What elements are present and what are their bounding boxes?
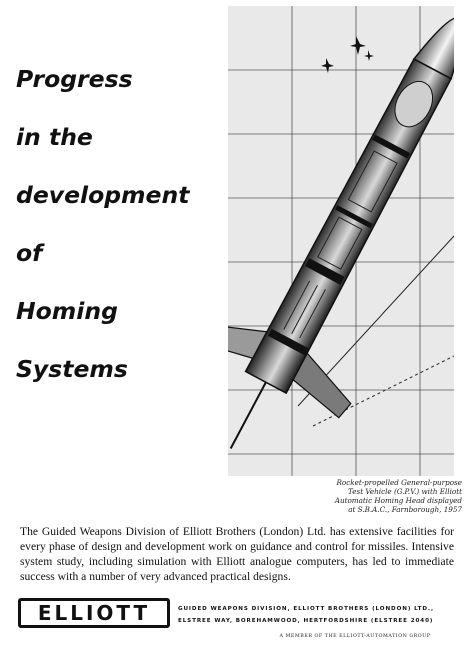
- headline-line: development: [16, 181, 190, 209]
- address-line: GUIDED WEAPONS DIVISION, ELLIOTT BROTHERS (LONDON) LTD.,: [178, 606, 434, 612]
- missile-illustration: [228, 6, 454, 476]
- caption-line: Automatic Homing Head displayed: [334, 496, 462, 505]
- logo-text: ELLIOTT: [37, 601, 151, 625]
- aircraft-silhouettes: [321, 36, 374, 73]
- address-line: ELSTREE WAY, BOREHAMWOOD, HERTFORDSHIRE (ELSTREE 2040): [178, 618, 434, 624]
- headline-line: Homing: [16, 297, 118, 325]
- missile-drawing: [228, 6, 454, 476]
- headline-line: in the: [16, 123, 93, 151]
- headline: [16, 50, 226, 398]
- company-address: [178, 603, 460, 627]
- illustration-caption: [312, 478, 462, 514]
- elliott-logo: [18, 598, 170, 628]
- caption-line: Rocket-propelled General-purpose: [336, 478, 462, 487]
- caption-line: Test Vehicle (G.P.V.) with Elliott: [348, 487, 462, 496]
- body-paragraph: The Guided Weapons Division of Elliott Brothers (London) Ltd. has extensive facilities for every phase of design and development work on guidance and control for missiles. Intensive system study, including simulation with Elliott analogue computers, has led to immediate success with a number of very advanced practical designs.: [20, 525, 454, 583]
- headline-line: of: [16, 239, 43, 267]
- headline-line: Systems: [16, 355, 128, 383]
- headline-line: Progress: [16, 65, 133, 93]
- group-membership-note: A MEMBER OF THE ELLIOTT-AUTOMATION GROUP: [279, 634, 431, 639]
- caption-line: at S.B.A.C., Farnborough, 1957: [348, 505, 462, 514]
